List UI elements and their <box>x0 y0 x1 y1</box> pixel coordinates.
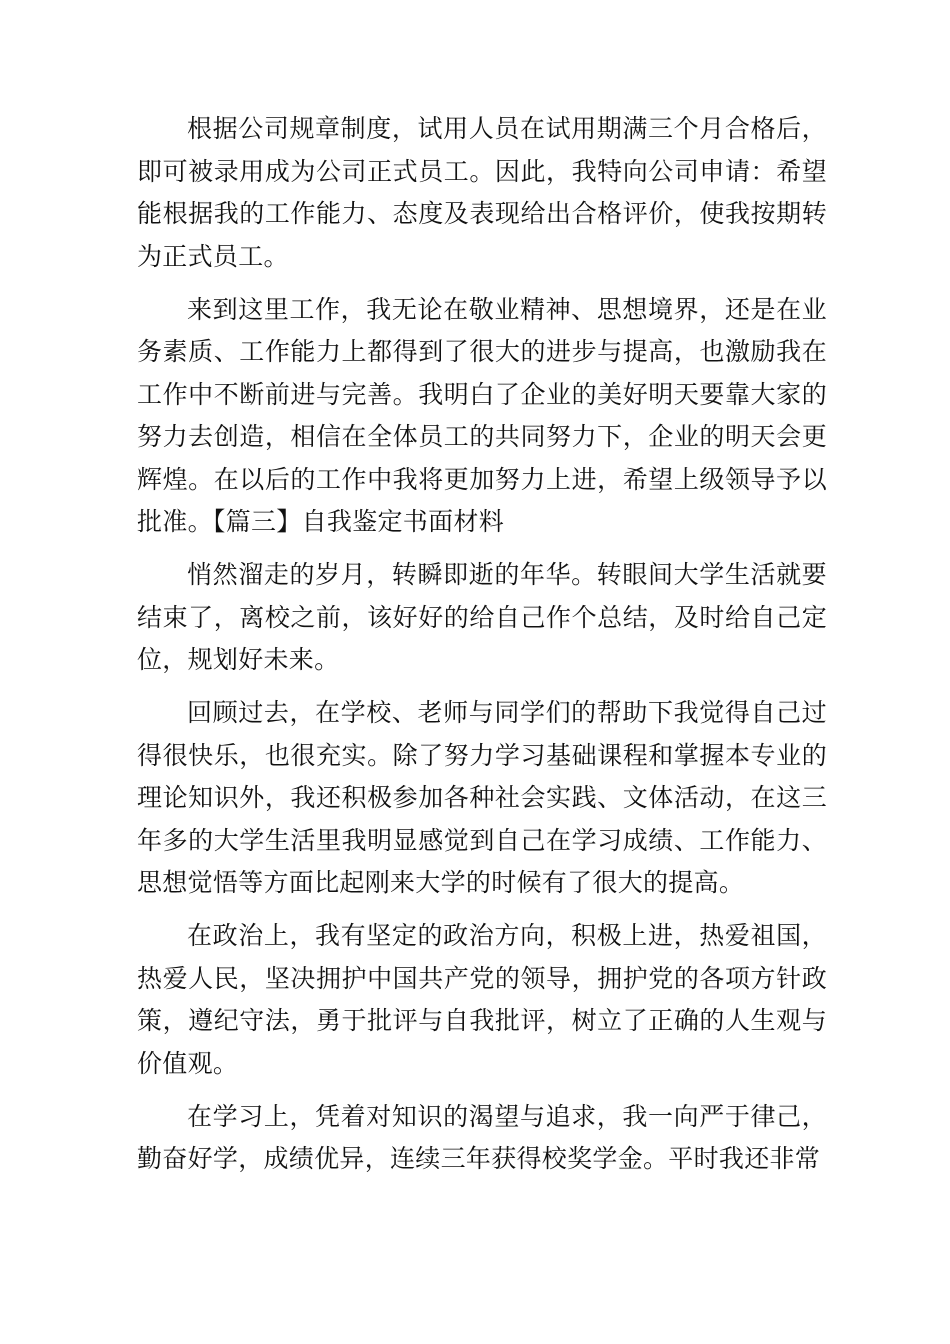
paragraph-3: 悄然溜走的岁月，转瞬即逝的年华。转眼间大学生活就要结束了，离校之前，该好好的给自己作个总结，及时给自己定位，规划好未来。 <box>137 560 827 674</box>
paragraph-1: 根据公司规章制度，试用人员在试用期满三个月合格后，即可被录用成为公司正式员工。因此，我特向公司申请：希望能根据我的工作能力、态度及表现给出合格评价，使我按期转为正式员工。 <box>137 114 827 271</box>
paragraph-4: 回顾过去，在学校、老师与同学们的帮助下我觉得自己过得很快乐，也很充实。除了努力学习基础课程和掌握本专业的理论知识外，我还积极参加各种社会实践、文体活动，在这三年多的大学生活里我明显感觉到自己在学习成绩、工作能力、思想觉悟等方面比起刚来大学的时候有了很大的提高。 <box>137 698 827 897</box>
paragraph-6: 在学习上，凭着对知识的渴望与追求，我一向严于律己，勤奋好学，成绩优异，连续三年获得校奖学金。平时我还非常 <box>137 1101 827 1173</box>
document-body <box>137 108 827 1191</box>
paragraph-5: 在政治上，我有坚定的政治方向，积极上进，热爱祖国，热爱人民，坚决拥护中国共产党的领导，拥护党的各项方针政策，遵纪守法，勇于批评与自我批评，树立了正确的人生观与价值观。 <box>137 921 827 1078</box>
paragraph-2: 来到这里工作，我无论在敬业精神、思想境界，还是在业务素质、工作能力上都得到了很大的进步与提高，也激励我在工作中不断前进与完善。我明白了企业的美好明天要靠大家的努力去创造，相信在全体员工的共同努力下，企业的明天会更辉煌。在以后的工作中我将更加努力上进，希望上级领导予以批准。【篇三】自我鉴定书面材料 <box>137 294 827 536</box>
